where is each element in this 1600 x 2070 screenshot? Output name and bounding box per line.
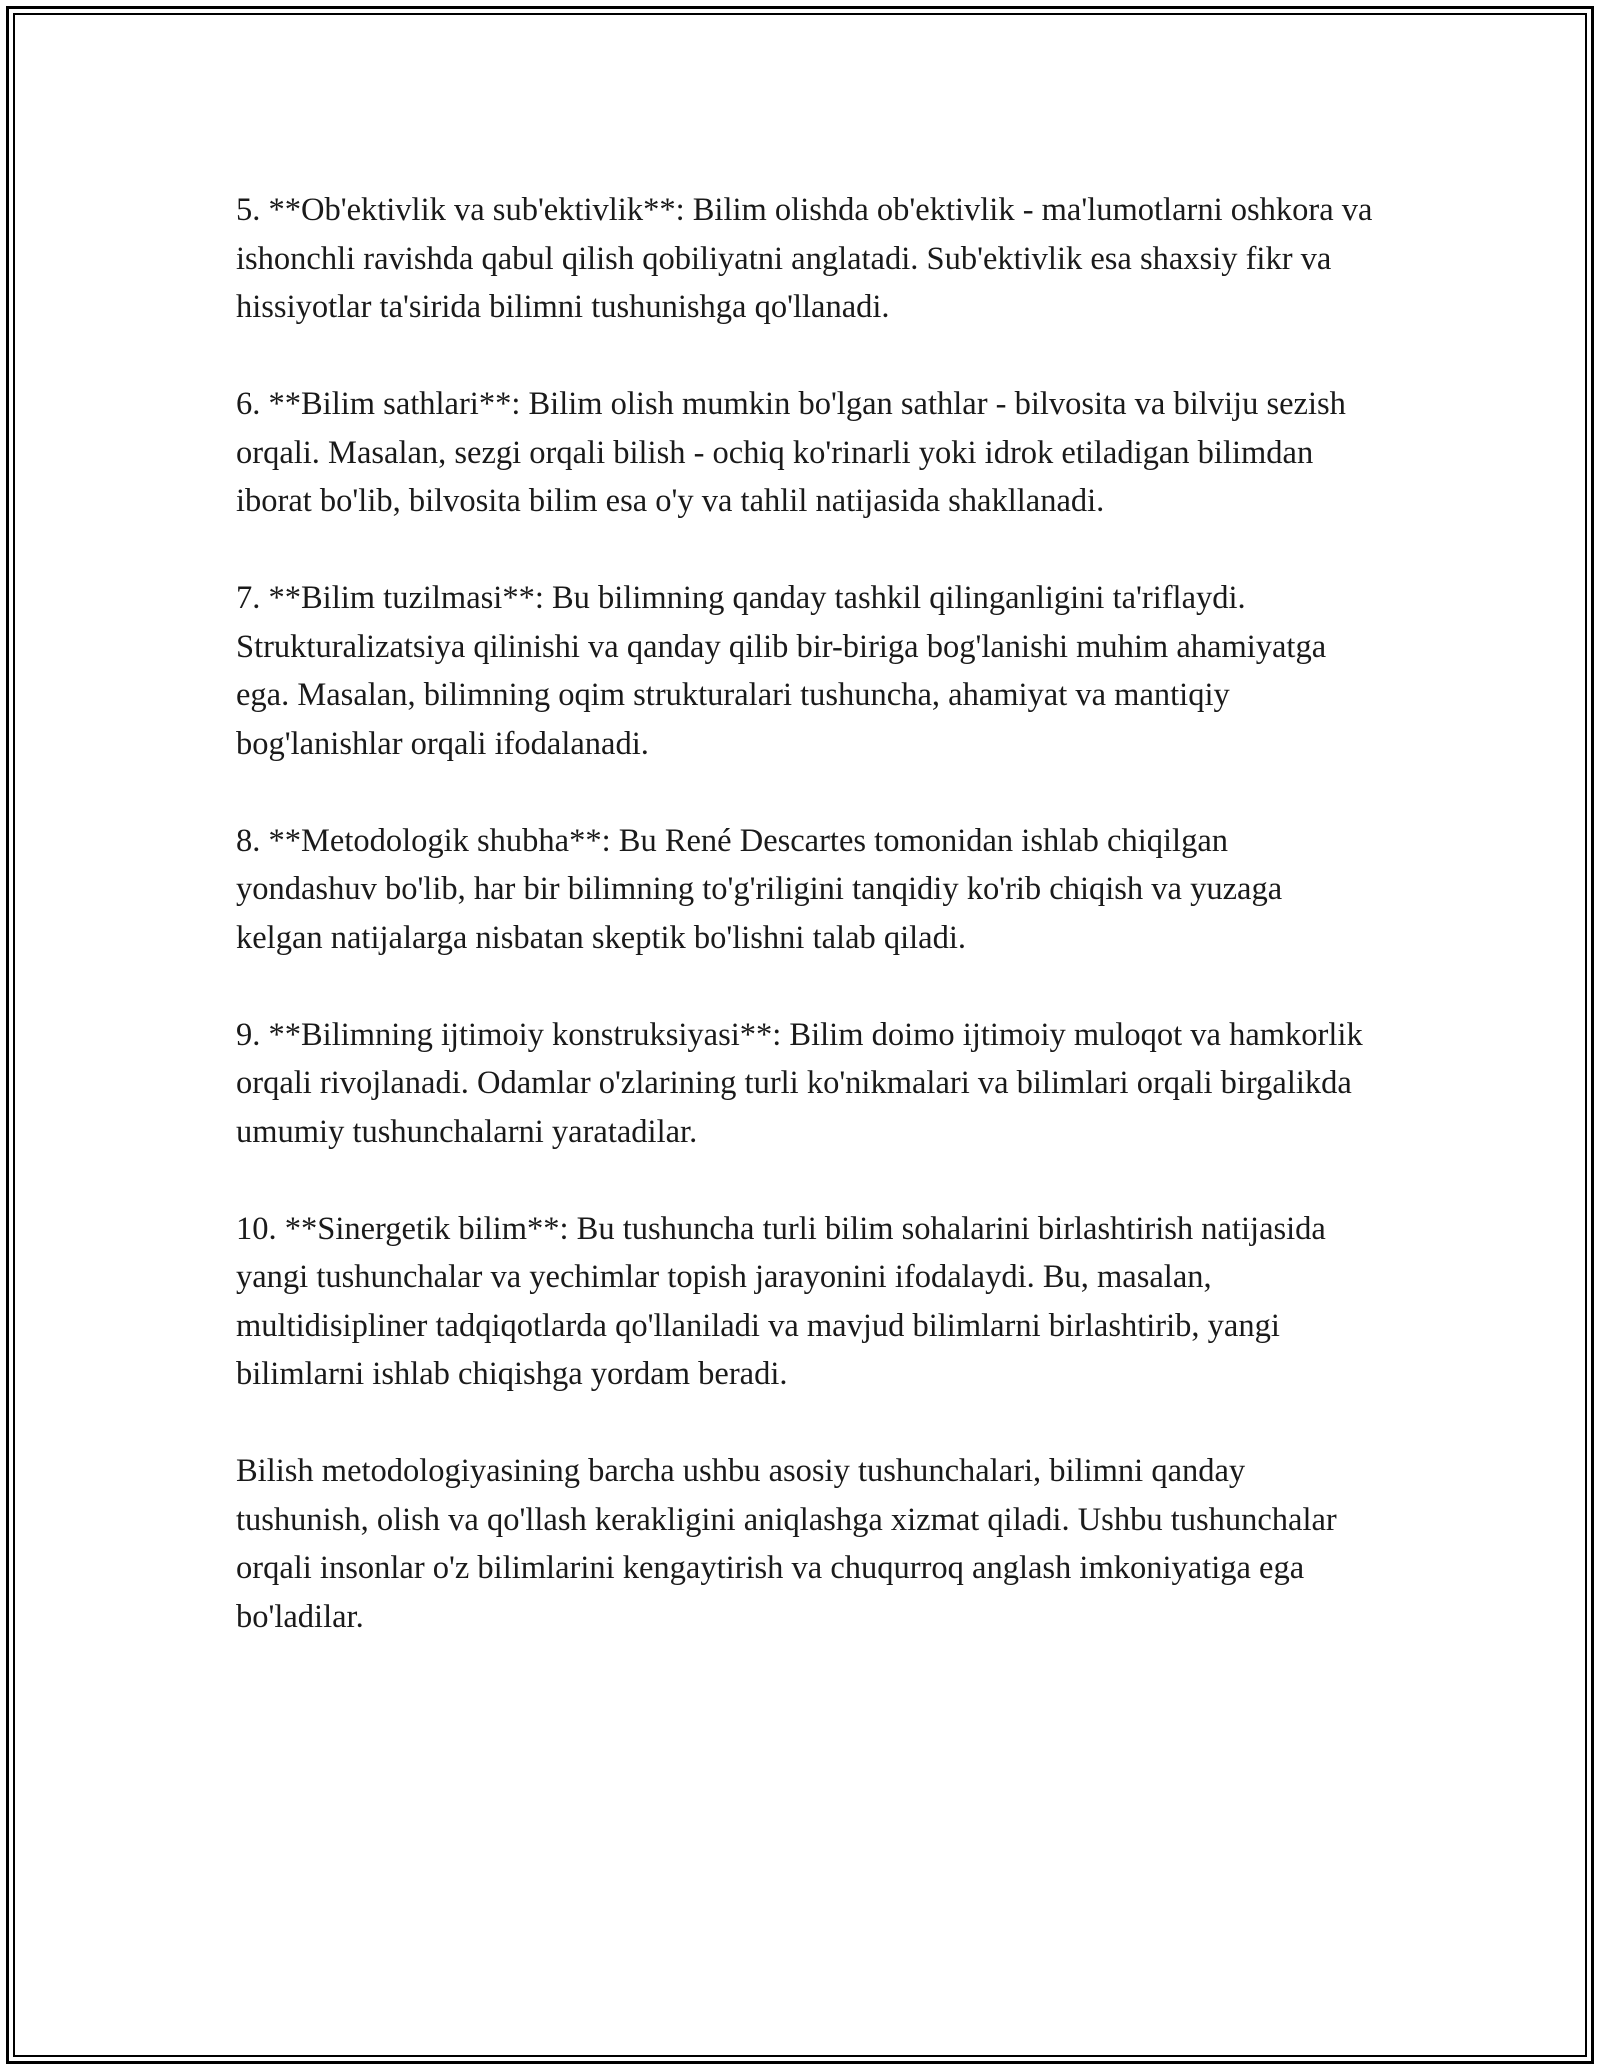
paragraph-conclusion: Bilish metodologiyasining barcha ushbu asosiy tushunchalari, bilimni qanday tushunish, olish va qo'llash kerakligini aniqlashga xizmat qiladi. Ushbu tushunchalar orqali insonlar o'z bilimlarini kengaytirish va chuqurroq anglash imkoniyatiga ega bo'ladilar. xyxy=(236,1453,1337,1635)
paragraph-social-construction: 9. **Bilimning ijtimoiy konstruksiyasi**: Bilim doimo ijtimoiy muloqot va hamkorlik orqali rivojlanadi. Odamlar o'zlarining turli ko'nikmalari va bilimlari orqali birgalikda umumiy tushunchalarni yaratadilar. xyxy=(236,1016,1363,1150)
paragraph-methodological-doubt: 8. **Metodologik shubha**: Bu René Descartes tomonidan ishlab chiqilgan yondashuv bo'lib, har bir bilimning to'g'riligini tanqidiy ko'rib chiqish va yuzaga kelgan natijalarga nisbatan skeptik bo'lishni talab qiladi. xyxy=(236,822,1283,956)
paragraph-synergetic-knowledge: 10. **Sinergetik bilim**: Bu tushuncha turli bilim sohalarini birlashtirish natijasida yangi tushunchalar va yechimlar topish jarayonini ifodalaydi. Bu, masalan, multidisipliner tadqiqotlarda qo'llaniladi va mavjud bilimlarni birlashtirib, yangi bilimlarni ishlab chiqishga yordam beradi. xyxy=(236,1210,1326,1392)
paragraph-objectivity: 5. **Ob'ektivlik va sub'ektivlik**: Bilim olishda ob'ektivlik - ma'lumotlarni oshkora va ishonchli ravishda qabul qilish qobiliyatni anglatadi. Sub'ektivlik esa shaxsiy fikr va hissiyotlar ta'sirida bilimni tushunishga qo'llanadi. xyxy=(236,192,1373,325)
document-body xyxy=(236,186,1376,1641)
paragraph-knowledge-levels: 6. **Bilim sathlari**: Bilim olish mumkin bo'lgan sathlar - bilvosita va bilviju sezish orqali. Masalan, sezgi orqali bilish - ochiq ko'rinarli yoki idrok etiladigan bilimdan iborat bo'lib, bilvosita bilim esa o'y va tahlil natijasida shakllanadi. xyxy=(236,386,1346,519)
paragraph-knowledge-structure: 7. **Bilim tuzilmasi**: Bu bilimning qanday tashkil qilinganligini ta'riflaydi. Strukturalizatsiya qilinishi va qanday qilib bir-biriga bog'lanishi muhim ahamiyatga ega. Masalan, bilimning oqim strukturalari tushuncha, ahamiyat va mantiqiy bog'lanishlar orqali ifodalanadi. xyxy=(236,580,1327,762)
